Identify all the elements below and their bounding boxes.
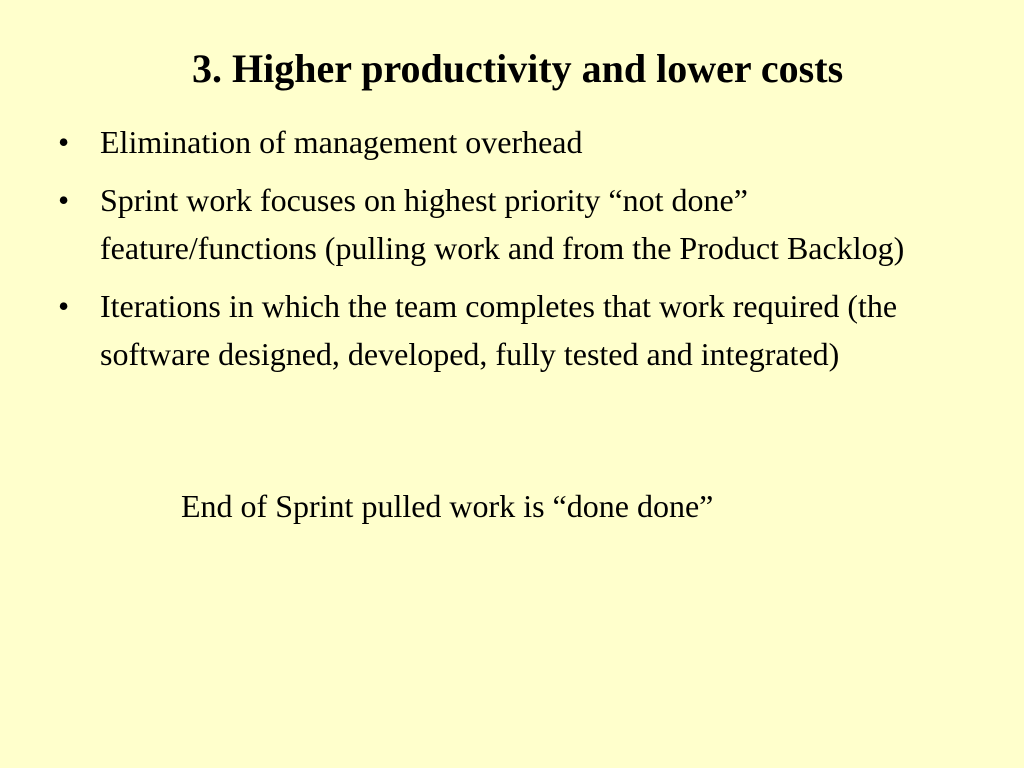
bullet-text: Iterations in which the team completes that work required (the software designed, developed, fully tested and integrated) <box>100 288 898 372</box>
bullet-item <box>0 282 1024 378</box>
bullet-text: Sprint work focuses on highest priority “not done” feature/functions (pulling work and from the Product Backlog) <box>100 182 905 266</box>
bullet-text: Elimination of management overhead <box>100 124 583 160</box>
bullet-list <box>0 118 1024 388</box>
bullet-marker: • <box>58 182 70 218</box>
bullet-marker: • <box>58 124 70 160</box>
bullet-item <box>0 176 1024 272</box>
bullet-item <box>0 118 1024 166</box>
slide-note: End of Sprint pulled work is “done done” <box>181 488 714 524</box>
bullet-marker: • <box>58 288 70 324</box>
slide-title: 3. Higher productivity and lower costs <box>192 46 844 91</box>
